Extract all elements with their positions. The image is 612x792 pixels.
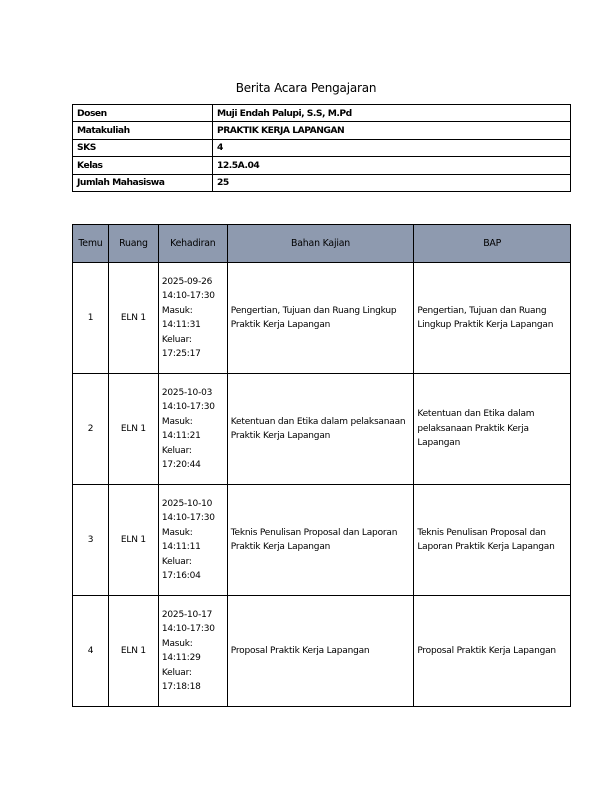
cell-ruang: ELN 1 [108,374,158,485]
table-header-row [73,225,571,263]
cell-ruang: ELN 1 [108,596,158,707]
course-info-table [72,104,571,192]
check-out-time: 17:16:04 [161,571,201,581]
info-row-kelas [73,157,571,174]
table-row [73,596,571,707]
cell-bahan-kajian: Proposal Praktik Kerja Lapangan [227,596,414,707]
cell-kehadiran [158,485,227,596]
info-label: SKS [73,139,213,156]
cell-kehadiran [158,263,227,374]
info-label: Jumlah Mahasiswa [73,174,213,191]
attendance-date: 2025-09-26 [161,276,213,287]
cell-temu: 3 [73,485,109,596]
check-in-label: Masuk: [161,527,193,538]
cell-bap: Teknis Penulisan Proposal dan Laporan Praktik Kerja Lapangan [414,485,571,596]
info-label: Dosen [73,105,213,122]
attendance-time: 14:10-17:30 [161,624,215,634]
info-value: Muji Endah Palupi, S.S, M.Pd [213,105,571,122]
cell-temu: 2 [73,374,109,485]
header-temu: Temu [73,225,109,263]
check-out-time: 17:18:18 [161,682,201,692]
attendance-time: 14:10-17:30 [161,513,215,523]
info-value: PRAKTIK KERJA LAPANGAN [213,122,571,139]
header-kehadiran: Kehadiran [158,225,227,263]
header-ruang: Ruang [108,225,158,263]
cell-temu: 1 [73,263,109,374]
cell-ruang: ELN 1 [108,485,158,596]
cell-ruang: ELN 1 [108,263,158,374]
check-in-label: Masuk: [161,305,193,316]
cell-bap: Proposal Praktik Kerja Lapangan [414,596,571,707]
header-bap: BAP [414,225,571,263]
cell-bap: Pengertian, Tujuan dan Ruang Lingkup Praktik Kerja Lapangan [414,263,571,374]
meeting-record-table [72,224,571,707]
cell-temu: 4 [73,596,109,707]
check-out-label: Keluar: [161,667,192,678]
cell-bahan-kajian: Ketentuan dan Etika dalam pelaksanaan Praktik Kerja Lapangan [227,374,414,485]
check-in-time: 14:11:29 [161,653,201,663]
table-row [73,374,571,485]
cell-bap: Ketentuan dan Etika dalam pelaksanaan Praktik Kerja Lapangan [414,374,571,485]
attendance-time: 14:10-17:30 [161,291,215,301]
check-in-time: 14:11:11 [161,542,201,552]
info-row-dosen [73,105,571,122]
attendance-date: 2025-10-03 [161,387,213,398]
header-bahan-kajian: Bahan Kajian [227,225,414,263]
check-out-label: Keluar: [161,334,192,345]
info-value: 25 [213,174,571,191]
info-row-sks [73,139,571,156]
attendance-date: 2025-10-10 [161,498,213,509]
cell-kehadiran [158,596,227,707]
cell-kehadiran [158,374,227,485]
check-out-label: Keluar: [161,445,192,456]
check-in-label: Masuk: [161,638,193,649]
attendance-date: 2025-10-17 [161,609,213,620]
info-row-jumlah-mahasiswa [73,174,571,191]
info-row-matakuliah [73,122,571,139]
check-out-time: 17:20:44 [161,460,201,470]
attendance-time: 14:10-17:30 [161,402,215,412]
check-in-time: 14:11:21 [161,431,201,441]
info-value: 12.5A.04 [213,157,571,174]
check-out-label: Keluar: [161,556,192,567]
cell-bahan-kajian: Teknis Penulisan Proposal dan Laporan Praktik Kerja Lapangan [227,485,414,596]
table-row [73,263,571,374]
cell-bahan-kajian: Pengertian, Tujuan dan Ruang Lingkup Praktik Kerja Lapangan [227,263,414,374]
info-label: Matakuliah [73,122,213,139]
table-row [73,485,571,596]
check-in-label: Masuk: [161,416,193,427]
info-value: 4 [213,139,571,156]
check-in-time: 14:11:31 [161,320,201,330]
check-out-time: 17:25:17 [161,349,201,359]
page-title: Berita Acara Pengajaran [235,81,377,95]
info-label: Kelas [73,157,213,174]
